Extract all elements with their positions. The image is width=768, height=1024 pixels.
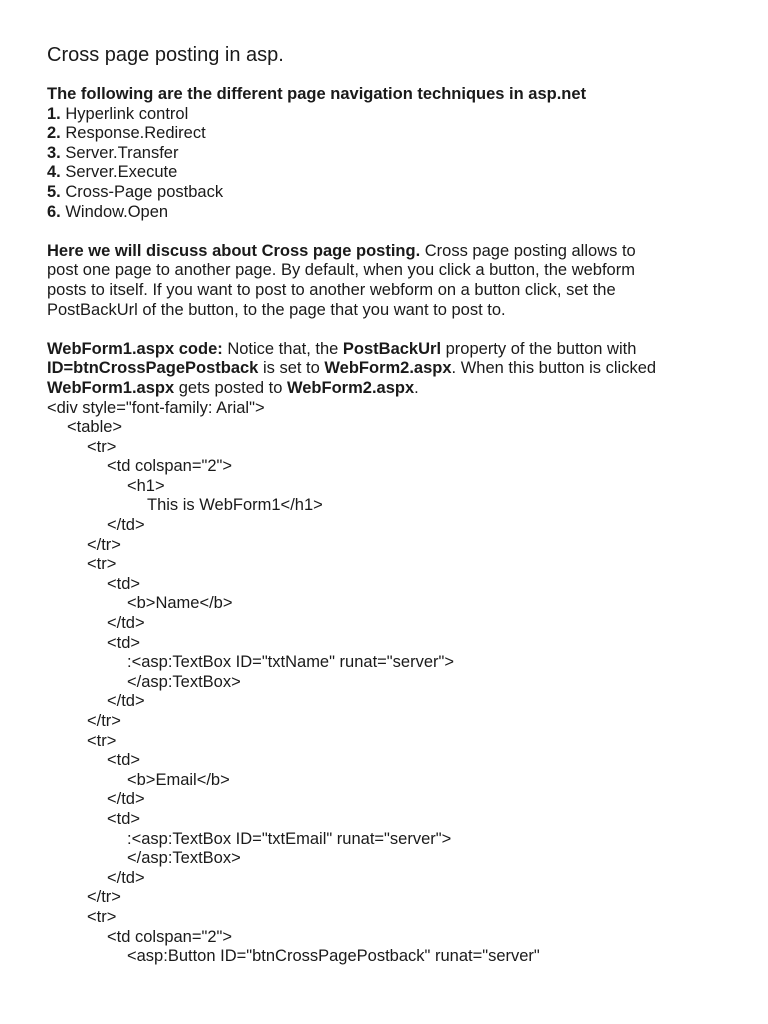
nav-heading: The following are the different page navigation techniques in asp.net [47, 85, 587, 103]
code-line: <div style="font-family: Arial"> [47, 398, 265, 417]
code-line: </asp:TextBox> [127, 672, 241, 691]
spacer [47, 320, 727, 340]
code-line: <td colspan="2"> [107, 457, 233, 476]
code-line: <td> [107, 633, 141, 652]
code-line: <asp:Button ID="btnCrossPagePostback" runat="server" [127, 947, 540, 966]
webform1-paragraph: WebForm1.aspx code: Notice that, the PostBackUrl property of the button with ID=btnCrossPagePostback is set to WebForm2.aspx. When this button is clicked WebForm1.aspx gets posted to WebForm2.aspx. [47, 339, 657, 397]
code-line: </td> [107, 692, 145, 711]
code-line: <tr> [87, 907, 117, 926]
code-listing [47, 399, 727, 967]
discussion-paragraph: Here we will discuss about Cross page posting. Cross page posting allows to post one page to another page. By default, when you click a button, the webform posts to itself. If you want to post to another webform on a button click, set the PostBackUrl of the button, to the page that you want to post to. [47, 241, 636, 319]
code-line: <td> [107, 751, 141, 770]
code-line: <b>Email</b> [127, 770, 230, 789]
code-line: </tr> [87, 888, 121, 907]
code-line: <td> [107, 574, 141, 593]
code-line: </td> [107, 516, 145, 535]
code-line: This is WebForm1</h1> [147, 496, 323, 515]
code-line: <td> [107, 809, 141, 828]
code-line: :<asp:TextBox ID="txtEmail" runat="server"> [127, 829, 452, 848]
list-item: 5. Cross-Page postback [47, 182, 224, 201]
code-line: </td> [107, 868, 145, 887]
code-line: <td colspan="2"> [107, 927, 233, 946]
code-line: <tr> [87, 731, 117, 750]
code-line: </td> [107, 614, 145, 633]
code-line: <tr> [87, 555, 117, 574]
list-item: 4. Server.Execute [47, 163, 178, 182]
list-item: 2. Response.Redirect [47, 124, 206, 143]
code-line: <tr> [87, 437, 117, 456]
list-item: 3. Server.Transfer [47, 143, 179, 162]
code-line: <h1> [127, 476, 165, 495]
spacer [47, 222, 727, 242]
code-line: </tr> [87, 535, 121, 554]
list-item: 6. Window.Open [47, 202, 169, 221]
page-title: Cross page posting in asp. [47, 44, 284, 66]
code-line: :<asp:TextBox ID="txtName" runat="server"> [127, 653, 454, 672]
techniques-list [47, 105, 727, 223]
list-item: 1. Hyperlink control [47, 104, 189, 123]
code-line: <table> [67, 418, 123, 437]
document-page [47, 42, 727, 967]
code-line: </asp:TextBox> [127, 849, 241, 868]
code-line: <b>Name</b> [127, 594, 233, 613]
code-line: </tr> [87, 712, 121, 730]
code-line: </td> [107, 790, 145, 809]
